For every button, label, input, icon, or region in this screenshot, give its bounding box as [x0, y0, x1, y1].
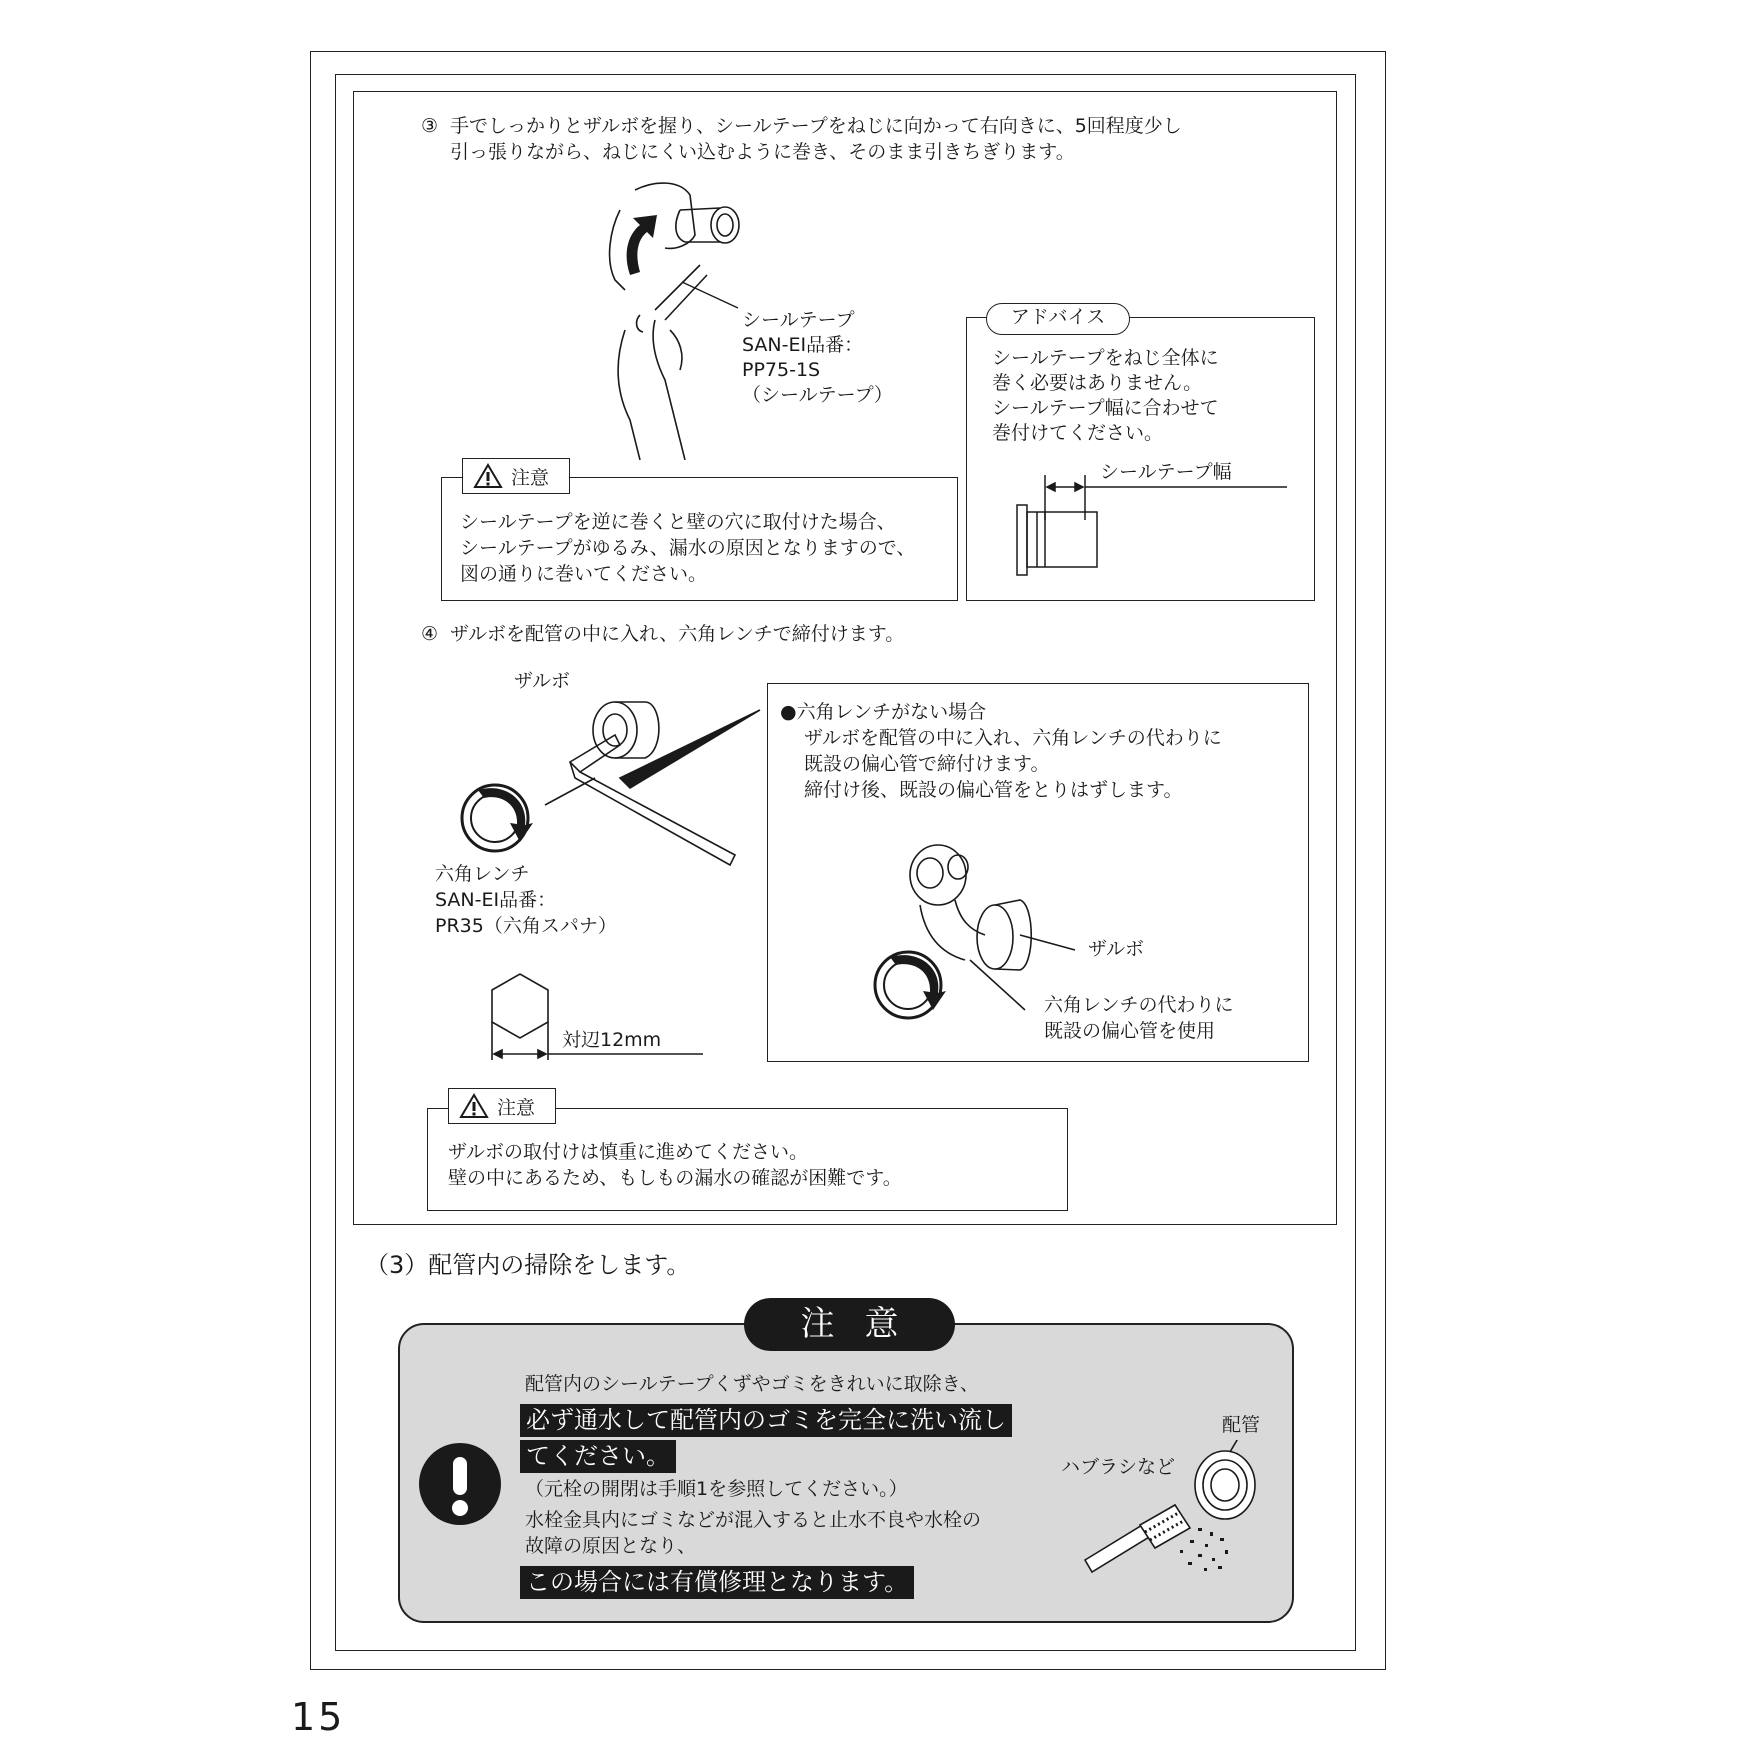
- advice-line-2: 巻く必要はありません。: [992, 372, 1203, 394]
- caution2-tag: [448, 1088, 556, 1124]
- big-caution-line-4: 故障の原因となり、: [525, 1535, 697, 1557]
- no-wrench-line-3: 締付け後、既設の偏心管をとりはずします。: [804, 779, 1183, 801]
- big-caution-line-1: 配管内のシールテープくずやゴミをきれいに取除き、: [525, 1373, 979, 1395]
- step3-line1: 手でしっかりとザルボを握り、シールテープをねじに向かって右向きに、5回程度少し: [450, 115, 1182, 137]
- exclamation-icon: [419, 1443, 501, 1525]
- tape-label-4: （シールテープ）: [742, 384, 893, 406]
- big-caution-note: （元栓の開閉は手順1を参照してください。）: [525, 1478, 908, 1500]
- caution1-tag: [462, 458, 570, 494]
- pipe-label-2: 既設の偏心管を使用: [1044, 1020, 1216, 1042]
- caution2-line-2: 壁の中にあるため、もしもの漏水の確認が困難です。: [448, 1167, 902, 1189]
- big-caution-highlight-2: てください。: [520, 1440, 676, 1473]
- hex-size-label: 対辺12mm: [562, 1029, 662, 1051]
- hand-tape-illustration: [595, 180, 745, 460]
- hex-wrench-illustration: [450, 690, 770, 880]
- caution2-line-1: ザルボの取付けは慎重に進めてください。: [448, 1141, 809, 1163]
- tape-label-3: PP75-1S: [742, 359, 821, 381]
- big-caution-title: 注意: [744, 1298, 955, 1351]
- caution1-line-3: 図の通りに巻いてください。: [460, 563, 708, 585]
- step3-number: ③: [421, 115, 439, 137]
- tape-width-diagram: [1005, 470, 1290, 585]
- advice-title: アドバイス: [986, 303, 1130, 335]
- pipe-label-1: 六角レンチの代わりに: [1044, 994, 1234, 1016]
- caution1-line-1: シールテープを逆に巻くと壁の穴に取付けた場合、: [460, 511, 896, 533]
- big-caution-line-3: 水栓金具内にゴミなどが混入すると止水不良や水栓の: [525, 1509, 982, 1531]
- wrench-label-2: SAN-EI品番：: [435, 889, 557, 911]
- warning-icon: [459, 1093, 489, 1119]
- warning-icon: [473, 463, 503, 489]
- wrench-label-3: PR35（六角スパナ）: [435, 915, 617, 937]
- tape-width-label: シールテープ幅: [1100, 461, 1232, 483]
- caution2-title: 注意: [497, 1096, 536, 1119]
- advice-line-4: 巻付けてください。: [992, 422, 1164, 444]
- big-caution-highlight-1: 必ず通水して配管内のゴミを完全に洗い流し: [520, 1404, 1012, 1437]
- tape-label-2: SAN-EI品番：: [742, 334, 864, 356]
- no-wrench-title: ●六角レンチがない場合: [780, 701, 987, 723]
- section3-heading: （3）配管内の掃除をします。: [365, 1251, 691, 1279]
- caution1-line-2: シールテープがゆるみ、漏水の原因となりますので、: [460, 537, 916, 559]
- tape-label-1: シールテープ: [742, 309, 855, 331]
- brush-label: ハブラシなど: [1061, 1456, 1176, 1478]
- step4-number: ④: [421, 623, 439, 645]
- tape-leader-line: [680, 280, 740, 310]
- wrench-label-1: 六角レンチ: [435, 863, 530, 885]
- caution1-title: 注意: [511, 466, 550, 489]
- step4-text: ザルボを配管の中に入れ、六角レンチで締付けます。: [450, 623, 905, 645]
- step3-line2: 引っ張りながら、ねじにくい込むように巻き、そのまま引きちぎります。: [450, 141, 1075, 163]
- big-caution-highlight-3: この場合には有償修理となります。: [520, 1566, 914, 1599]
- brush-pipe-illustration: [1080, 1440, 1280, 1600]
- advice-line-1: シールテープをねじ全体に: [992, 347, 1219, 369]
- no-wrench-line-2: 既設の偏心管で締付けます。: [804, 753, 1050, 775]
- no-wrench-zarubo-label: ザルボ: [1088, 938, 1145, 960]
- no-wrench-line-1: ザルボを配管の中に入れ、六角レンチの代わりに: [804, 727, 1222, 749]
- advice-line-3: シールテープ幅に合わせて: [992, 397, 1219, 419]
- zarubo-label: ザルボ: [514, 670, 571, 692]
- page-number: 15: [291, 1695, 346, 1739]
- pipe-label: 配管: [1222, 1414, 1261, 1436]
